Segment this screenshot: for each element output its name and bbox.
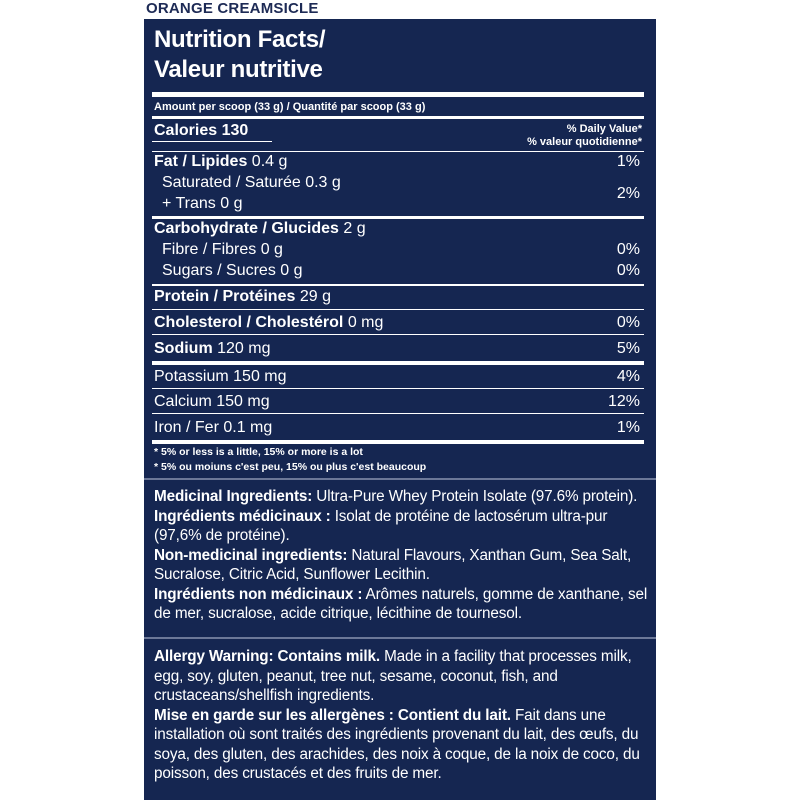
nutrition-label-panel xyxy=(144,19,656,800)
allergy-section xyxy=(154,647,648,784)
dv-english: % Daily Value* xyxy=(566,123,642,135)
footnote-french: * 5% ou moiuns c'est peu, 15% ou plus c'est beaucoup xyxy=(154,461,427,473)
nutrition-facts-title xyxy=(154,25,644,85)
thick-rule xyxy=(152,361,644,365)
allergy-warning-fr: Mise en garde sur les allergènes : Contient du lait. Fait dans une installation où sont traités des ingrédients provenant du lait, des œufs, du soya, des gluten, des arachides, des noix à coque, de la noix de coco, du poisson, des crustacés et des fruits de mer. xyxy=(154,706,640,782)
rule xyxy=(152,216,644,219)
nutrient-saturated: Saturated / Saturée 0.3 g xyxy=(162,174,341,191)
allergy-warning-en: Allergy Warning: Contains milk. Made in a facility that processes milk, egg, soy, gluten, peanut, tree nut, sesame, coconut, fish, and crustaceans/shellfish ingredients. xyxy=(154,648,632,704)
nutrient-cholesterol: Cholesterol / Cholestérol 0 mg xyxy=(154,314,384,331)
pct-sodium: 5% xyxy=(616,340,640,357)
rule xyxy=(152,151,644,152)
title-english: Nutrition Facts/ xyxy=(154,26,326,53)
medicinal-ingredients-en: Medicinal Ingredients: Ultra-Pure Whey Protein Isolate (97.6% protein). xyxy=(154,488,638,505)
nutrient-fibre: Fibre / Fibres 0 g xyxy=(162,241,283,258)
pct-fibre: 0% xyxy=(616,241,640,258)
thick-rule xyxy=(152,440,644,444)
nutrient-calcium: Calcium 150 mg xyxy=(154,393,270,410)
section-divider xyxy=(144,478,656,480)
thick-rule xyxy=(152,92,644,97)
pct-calcium: 12% xyxy=(607,393,640,410)
pct-iron: 1% xyxy=(616,419,640,436)
rule xyxy=(152,334,644,335)
daily-value-heading xyxy=(527,123,642,149)
pct-potassium: 4% xyxy=(616,368,640,385)
nutrient-iron: Iron / Fer 0.1 mg xyxy=(154,419,273,436)
nutrient-protein: Protein / Protéines 29 g xyxy=(154,288,331,305)
calories-underline xyxy=(152,141,272,142)
pct-cholesterol: 0% xyxy=(616,314,640,331)
pct-sugars: 0% xyxy=(616,262,640,279)
nutrient-trans: + Trans 0 g xyxy=(162,195,243,212)
non-medicinal-ingredients-en: Non-medicinal ingredients: Natural Flavours, Xanthan Gum, Sea Salt, Sucralose, Citric Acid, Sunflower Lecithin. xyxy=(154,546,632,583)
non-medicinal-ingredients-fr: Ingrédients non médicinaux : Arômes naturels, gomme de xanthane, sel de mer, sucralose, acide citrique, lécithine de tournesol. xyxy=(154,585,648,622)
ingredients-section xyxy=(154,487,648,624)
medium-rule xyxy=(152,116,644,119)
flavor-name: ORANGE CREAMSICLE xyxy=(146,0,319,17)
nutrient-carbohydrate: Carbohydrate / Glucides 2 g xyxy=(154,220,366,237)
serving-size: Amount per scoop (33 g) / Quantité par scoop (33 g) xyxy=(154,101,426,113)
nutrient-potassium: Potassium 150 mg xyxy=(154,368,287,385)
calories: Calories 130 xyxy=(154,122,249,139)
pct-saturated-trans: 2% xyxy=(616,185,640,202)
pct-fat: 1% xyxy=(616,153,640,170)
section-divider xyxy=(144,637,656,639)
rule xyxy=(152,309,644,310)
title-french: Valeur nutritive xyxy=(154,56,323,83)
dv-french: % valeur quotidienne* xyxy=(527,136,642,148)
rule xyxy=(152,388,644,389)
footnote-english: * 5% or less is a little, 15% or more is a lot xyxy=(154,446,363,458)
nutrient-sodium: Sodium 120 mg xyxy=(154,340,271,357)
nutrient-fat: Fat / Lipides 0.4 g xyxy=(154,153,288,170)
rule xyxy=(152,413,644,414)
nutrient-sugars: Sugars / Sucres 0 g xyxy=(162,262,303,279)
rule xyxy=(152,284,644,286)
medicinal-ingredients-fr: Ingrédients médicinaux : Isolat de protéine de lactosérum ultra-pur (97,6% de protéine). xyxy=(154,507,608,544)
